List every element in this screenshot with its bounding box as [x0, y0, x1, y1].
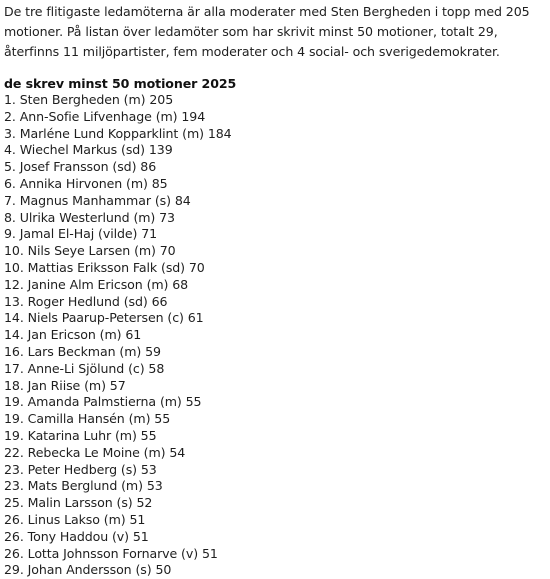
- list-item: 19. Amanda Palmstierna (m) 55: [4, 394, 202, 410]
- list-item: 26. Tony Haddou (v) 51: [4, 528, 149, 544]
- list-item: 9. Jamal El-Haj (vilde) 71: [4, 226, 158, 242]
- list-heading: de skrev minst 50 motioner 2025: [4, 76, 237, 91]
- motions-list: [4, 92, 546, 579]
- list-item: 22. Rebecka Le Moine (m) 54: [4, 444, 186, 460]
- list-item: 10. Nils Seye Larsen (m) 70: [4, 243, 176, 259]
- list-item: 14. Niels Paarup-Petersen (c) 61: [4, 310, 204, 326]
- list-item: 1. Sten Bergheden (m) 205: [4, 92, 174, 107]
- list-item: 29. Johan Andersson (s) 50: [4, 562, 172, 578]
- list-item: 16. Lars Beckman (m) 59: [4, 343, 161, 359]
- list-item: 26. Lotta Johnsson Fornarve (v) 51: [4, 545, 218, 561]
- list-item: 18. Jan Riise (m) 57: [4, 377, 126, 393]
- list-item: 7. Magnus Manhammar (s) 84: [4, 192, 191, 208]
- list-item: 14. Jan Ericson (m) 61: [4, 327, 142, 343]
- list-item: 3. Marléne Lund Kopparklint (m) 184: [4, 125, 232, 141]
- list-item: 2. Ann-Sofie Lifvenhage (m) 194: [4, 108, 206, 124]
- list-item: 4. Wiechel Markus (sd) 139: [4, 142, 173, 158]
- list-item: 8. Ulrika Westerlund (m) 73: [4, 209, 175, 225]
- list-item: 19. Katarina Luhr (m) 55: [4, 427, 157, 443]
- intro-paragraph: De tre flitigaste ledamöterna är alla moderater med Sten Bergheden i topp med 205 motioner. På listan över ledamöter som har skrivit minst 50 motioner, totalt 29, återfinns 11 miljöpartister, fem moderater och 4 social- och sverigedemokrater.: [4, 4, 530, 59]
- list-item: 25. Malin Larsson (s) 52: [4, 495, 153, 511]
- list-item: 13. Roger Hedlund (sd) 66: [4, 293, 168, 309]
- list-item: 23. Mats Berglund (m) 53: [4, 478, 163, 494]
- list-item: 6. Annika Hirvonen (m) 85: [4, 175, 168, 191]
- list-item: 26. Linus Lakso (m) 51: [4, 511, 146, 527]
- list-item: 10. Mattias Eriksson Falk (sd) 70: [4, 259, 205, 275]
- list-item: 17. Anne-Li Sjölund (c) 58: [4, 360, 165, 376]
- list-item: 12. Janine Alm Ericson (m) 68: [4, 276, 189, 292]
- list-item: 23. Peter Hedberg (s) 53: [4, 461, 157, 477]
- list-item: 5. Josef Fransson (sd) 86: [4, 159, 157, 175]
- list-item: 19. Camilla Hansén (m) 55: [4, 411, 171, 427]
